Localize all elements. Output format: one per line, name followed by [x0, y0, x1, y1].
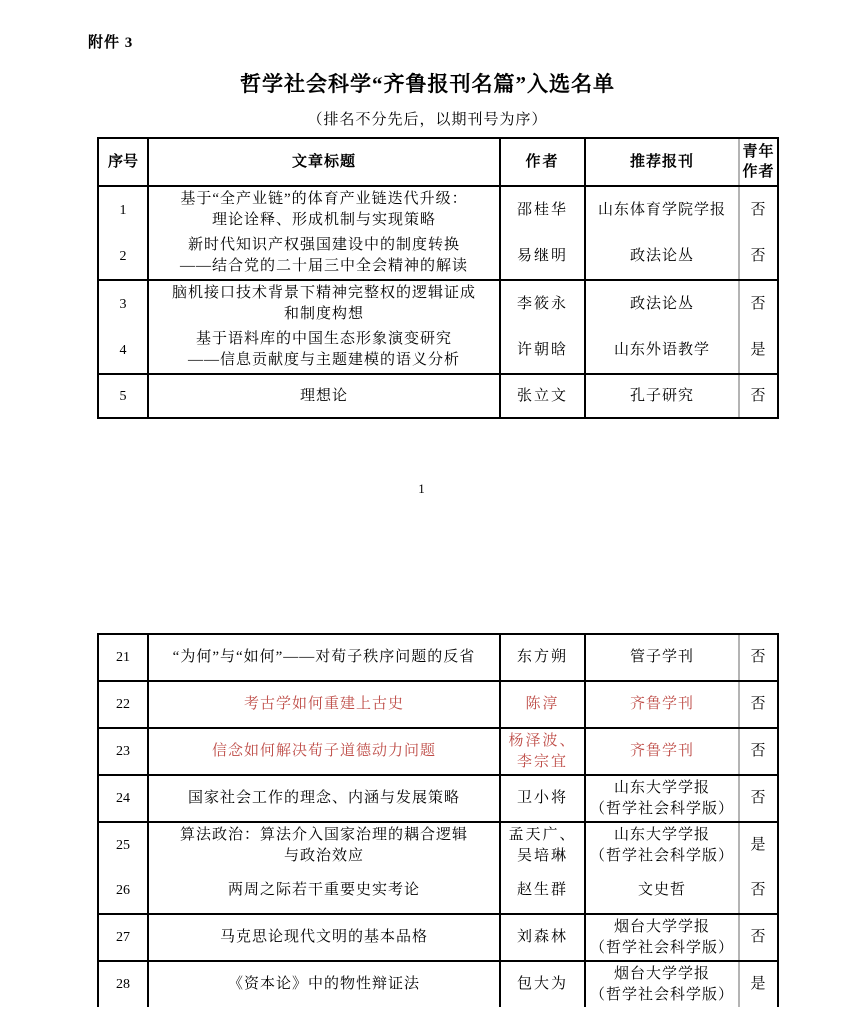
author-name-line: 易继明	[516, 247, 568, 264]
young-author-flag-line: 否	[750, 387, 767, 404]
young-author-flag	[740, 682, 777, 727]
table-row	[99, 962, 777, 1007]
journal-name	[586, 729, 740, 774]
article-title	[149, 375, 501, 417]
young-author-flag	[740, 187, 777, 233]
author-name	[501, 729, 586, 774]
row-number	[99, 187, 149, 233]
article-title	[149, 823, 501, 868]
journal-name-line: 山东外语教学	[613, 341, 710, 358]
article-title	[149, 281, 501, 327]
author-name-line: 陈淳	[525, 696, 560, 712]
column-header-title	[149, 139, 501, 185]
author-name	[501, 962, 586, 1007]
journal-name	[586, 233, 740, 279]
row-number-line: 5	[119, 388, 127, 404]
row-group	[99, 187, 777, 281]
young-author-flag	[740, 915, 777, 960]
row-group	[99, 823, 777, 915]
article-title	[149, 635, 501, 680]
article-title-line: 基于“全产业链”的体育产业链迭代升级：	[180, 191, 468, 207]
row-number	[99, 823, 149, 868]
row-number-line: 28	[116, 977, 130, 992]
table-row	[99, 281, 777, 327]
article-title-line: 与政治效应	[283, 847, 364, 864]
author-name	[501, 776, 586, 821]
young-author-flag	[740, 281, 777, 327]
table-row	[99, 635, 777, 680]
table-row	[99, 868, 777, 913]
column-header-journal	[586, 139, 740, 185]
article-title-line: 新时代知识产权强国建设中的制度转换	[187, 237, 460, 253]
article-title	[149, 915, 501, 960]
row-group	[99, 962, 777, 1007]
row-number-line: 22	[116, 697, 130, 712]
journal-name	[586, 915, 740, 960]
entries-table-page1	[97, 137, 779, 419]
table-row	[99, 915, 777, 960]
row-group	[99, 729, 777, 776]
young-author-flag-line: 否	[750, 247, 767, 264]
article-title-line: 国家社会工作的理念、内涵与发展策略	[187, 790, 460, 806]
article-title-line: 和制度构想	[283, 306, 364, 322]
journal-name-line: 山东大学学报	[613, 779, 710, 796]
author-name	[501, 375, 586, 417]
author-name	[501, 281, 586, 327]
table-row	[99, 823, 777, 868]
young-author-flag	[740, 868, 777, 913]
author-name-line: 东方朔	[516, 649, 568, 665]
column-header-num	[99, 139, 149, 185]
row-number	[99, 962, 149, 1007]
journal-name-line: 齐鲁学刊	[629, 743, 694, 759]
document-title: 哲学社会科学“齐鲁报刊名篇”入选名单	[240, 72, 615, 96]
author-name-line: 李宗宜	[516, 753, 568, 770]
journal-name-line: 政法论丛	[629, 247, 694, 264]
author-name	[501, 915, 586, 960]
young-author-flag	[740, 962, 777, 1007]
young-author-flag-line: 否	[750, 649, 767, 665]
journal-name-line: 烟台大学学报	[613, 965, 710, 982]
attachment-label: 附件 3	[88, 35, 134, 51]
young-author-flag	[740, 327, 777, 373]
table-row	[99, 682, 777, 727]
article-title-line: “为何”与“如何”——对荀子秩序问题的反省	[172, 649, 476, 665]
young-author-flag-line: 否	[750, 882, 767, 898]
journal-name	[586, 823, 740, 868]
article-title-line: 脑机接口技术背景下精神完整权的逻辑证成	[171, 285, 476, 301]
row-group	[99, 281, 777, 375]
row-number	[99, 915, 149, 960]
journal-name	[586, 327, 740, 373]
author-name-line: 刘森林	[516, 929, 568, 945]
young-author-flag	[740, 729, 777, 774]
table-header-row	[99, 139, 777, 185]
row-number-line: 21	[116, 650, 130, 665]
author-name	[501, 868, 586, 913]
article-title	[149, 776, 501, 821]
article-title-line: 理论诠释、形成机制与实现策略	[211, 212, 436, 228]
journal-name	[586, 187, 740, 233]
article-title-line: 基于语料库的中国生态形象演变研究	[195, 331, 452, 347]
young-author-flag-line: 否	[750, 201, 767, 218]
journal-name-line: 孔子研究	[629, 387, 694, 404]
young-author-flag-line: 否	[750, 743, 767, 759]
journal-name-line: 山东大学学报	[613, 826, 710, 843]
row-number	[99, 233, 149, 279]
column-header-young-author-line: 青年	[742, 144, 775, 160]
row-number-line: 24	[116, 791, 130, 806]
row-number	[99, 682, 149, 727]
young-author-flag-line: 否	[750, 295, 767, 312]
young-author-flag-line: 是	[750, 837, 767, 853]
column-header-young-author-line: 作者	[742, 164, 775, 180]
row-group	[99, 635, 777, 682]
page-number: 1	[418, 481, 425, 496]
row-number-line: 1	[119, 202, 127, 218]
article-title	[149, 868, 501, 913]
row-number	[99, 635, 149, 680]
table-row	[99, 776, 777, 821]
table-row	[99, 327, 777, 373]
journal-name-line: 文史哲	[637, 882, 686, 898]
table-row	[99, 375, 777, 417]
article-title	[149, 962, 501, 1007]
author-name-line: 赵生群	[516, 882, 568, 898]
author-name-line: 卫小将	[516, 790, 568, 806]
author-name	[501, 635, 586, 680]
row-number-line: 26	[116, 883, 130, 898]
row-group	[99, 776, 777, 823]
young-author-flag-line: 否	[750, 929, 767, 945]
journal-name-line: （哲学社会科学版）	[589, 800, 734, 817]
article-title-line: 信念如何解决荀子道德动力问题	[211, 743, 436, 759]
young-author-flag-line: 是	[750, 976, 767, 992]
article-title-line: 算法政治：算法介入国家治理的耦合逻辑	[179, 826, 468, 843]
column-header-journal-line: 推荐报刊	[629, 154, 694, 170]
journal-name	[586, 635, 740, 680]
column-header-author-line: 作者	[525, 154, 560, 170]
column-header-young-author	[740, 139, 777, 185]
row-number-line: 23	[116, 744, 130, 759]
document-subtitle: （排名不分先后，以期刊号为序）	[307, 112, 548, 128]
article-title	[149, 729, 501, 774]
row-group	[99, 139, 777, 187]
row-number-line: 3	[119, 296, 127, 312]
journal-name-line: 烟台大学学报	[613, 918, 710, 935]
row-number-line: 25	[116, 838, 130, 853]
row-number-line: 27	[116, 930, 130, 945]
article-title-line: 考古学如何重建上古史	[243, 696, 404, 712]
author-name	[501, 823, 586, 868]
table-row	[99, 729, 777, 774]
young-author-flag	[740, 823, 777, 868]
author-name-line: 杨泽波、	[508, 732, 577, 749]
row-number-line: 4	[119, 342, 127, 358]
article-title-line: 两周之际若干重要史实考论	[227, 882, 420, 898]
journal-name-line: 政法论丛	[629, 295, 694, 312]
journal-name-line: （哲学社会科学版）	[589, 939, 734, 956]
article-title-line: ——结合党的二十届三中全会精神的解读	[179, 258, 468, 274]
row-number-line: 2	[119, 248, 127, 264]
young-author-flag	[740, 635, 777, 680]
article-title	[149, 682, 501, 727]
journal-name-line: （哲学社会科学版）	[589, 847, 734, 864]
author-name	[501, 187, 586, 233]
journal-name-line: 齐鲁学刊	[629, 696, 694, 712]
column-header-title-line: 文章标题	[291, 154, 356, 170]
row-number	[99, 868, 149, 913]
journal-name	[586, 868, 740, 913]
row-number	[99, 375, 149, 417]
article-title-line: 理想论	[299, 387, 348, 404]
article-title	[149, 187, 501, 233]
young-author-flag-line: 否	[750, 790, 767, 806]
journal-name	[586, 962, 740, 1007]
row-group	[99, 375, 777, 417]
author-name	[501, 327, 586, 373]
journal-name	[586, 776, 740, 821]
author-name	[501, 682, 586, 727]
young-author-flag	[740, 776, 777, 821]
row-number	[99, 776, 149, 821]
entries-table-page2	[97, 633, 779, 1007]
journal-name-line: （哲学社会科学版）	[589, 986, 734, 1003]
author-name-line: 许朝晗	[516, 341, 568, 358]
author-name-line: 吴培琳	[516, 847, 568, 864]
article-title-line: 《资本论》中的物性辩证法	[227, 976, 420, 992]
young-author-flag	[740, 233, 777, 279]
article-title	[149, 233, 501, 279]
young-author-flag	[740, 375, 777, 417]
young-author-flag-line: 否	[750, 696, 767, 712]
table-row	[99, 233, 777, 279]
journal-name	[586, 375, 740, 417]
journal-name	[586, 682, 740, 727]
row-group	[99, 682, 777, 729]
row-number	[99, 281, 149, 327]
article-title-line: ——信息贡献度与主题建模的语义分析	[187, 352, 460, 368]
column-header-num-line: 序号	[107, 154, 138, 170]
journal-name-line: 山东体育学院学报	[597, 201, 726, 218]
article-title-line: 马克思论现代文明的基本品格	[219, 929, 428, 945]
table-row	[99, 187, 777, 233]
column-header-author	[501, 139, 586, 185]
author-name-line: 孟天广、	[508, 826, 577, 843]
journal-name	[586, 281, 740, 327]
row-number	[99, 327, 149, 373]
journal-name-line: 管子学刊	[629, 649, 694, 665]
author-name-line: 李筱永	[516, 295, 568, 312]
author-name-line: 张立文	[516, 387, 568, 404]
row-group	[99, 915, 777, 962]
author-name	[501, 233, 586, 279]
author-name-line: 邵桂华	[516, 201, 568, 218]
row-number	[99, 729, 149, 774]
article-title	[149, 327, 501, 373]
young-author-flag-line: 是	[750, 341, 767, 358]
author-name-line: 包大为	[516, 976, 568, 992]
